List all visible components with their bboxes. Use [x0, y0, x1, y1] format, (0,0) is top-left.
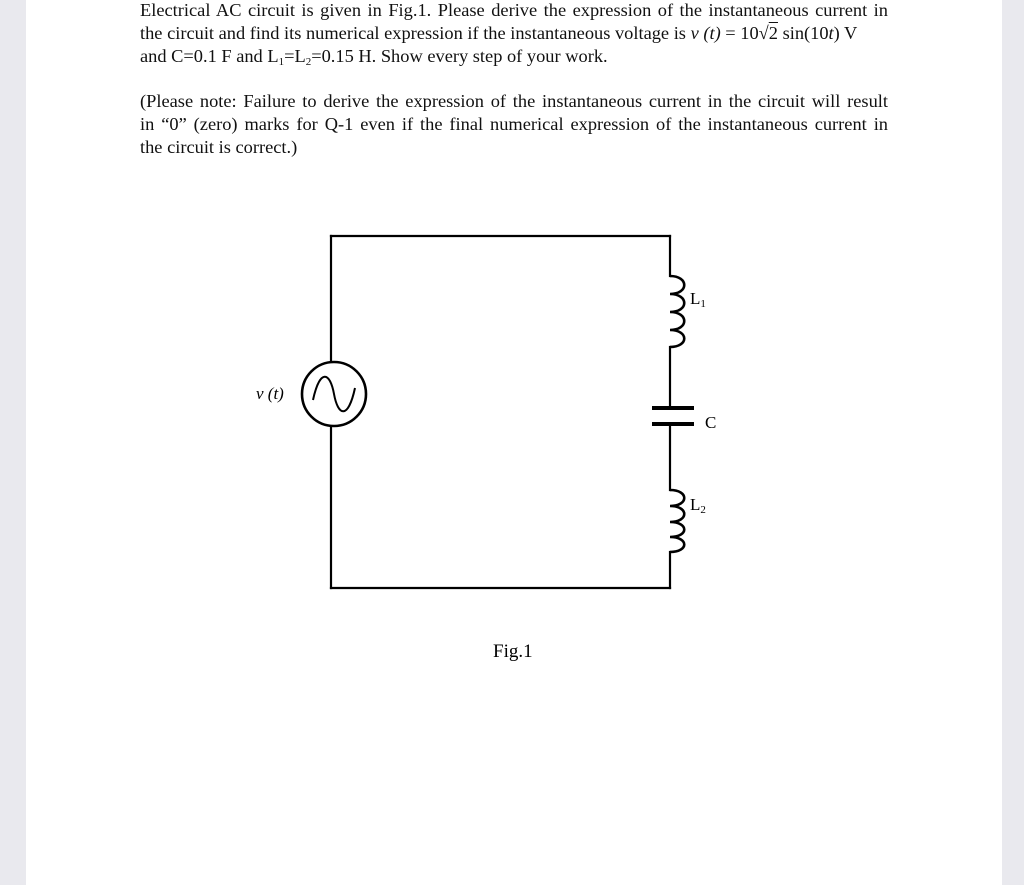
figure-caption: Fig.1	[493, 641, 533, 662]
l2-label: L2	[690, 495, 706, 516]
source-label: v (t)	[256, 384, 284, 403]
ac-source	[302, 362, 366, 426]
note-line-3: the circuit is correct.)	[140, 137, 298, 157]
question-line-3: and C=0.1 F and $L_1=L_2=0.15$ H. Show every step of your work.	[140, 46, 608, 68]
inductor-l2	[670, 490, 684, 552]
question-line-1: Electrical AC circuit is given in Fig.1. Please derive the expression of the instantaneous current in	[140, 0, 888, 20]
question-line-2: the circuit and find its numerical expression if the instantaneous voltage is v (t) = 10√2 sin(10t) V	[140, 23, 858, 43]
note-line-1: (Please note: Failure to derive the expression of the instantaneous current in the circuit will result	[140, 91, 888, 111]
inductor-l1	[670, 276, 684, 347]
c-label: C	[705, 413, 717, 432]
note-line-2: in “0” (zero) marks for Q-1 even if the final numerical expression of the instantaneous current in	[140, 114, 888, 134]
l1-label: L1	[690, 289, 706, 310]
capacitor-c	[652, 408, 694, 424]
